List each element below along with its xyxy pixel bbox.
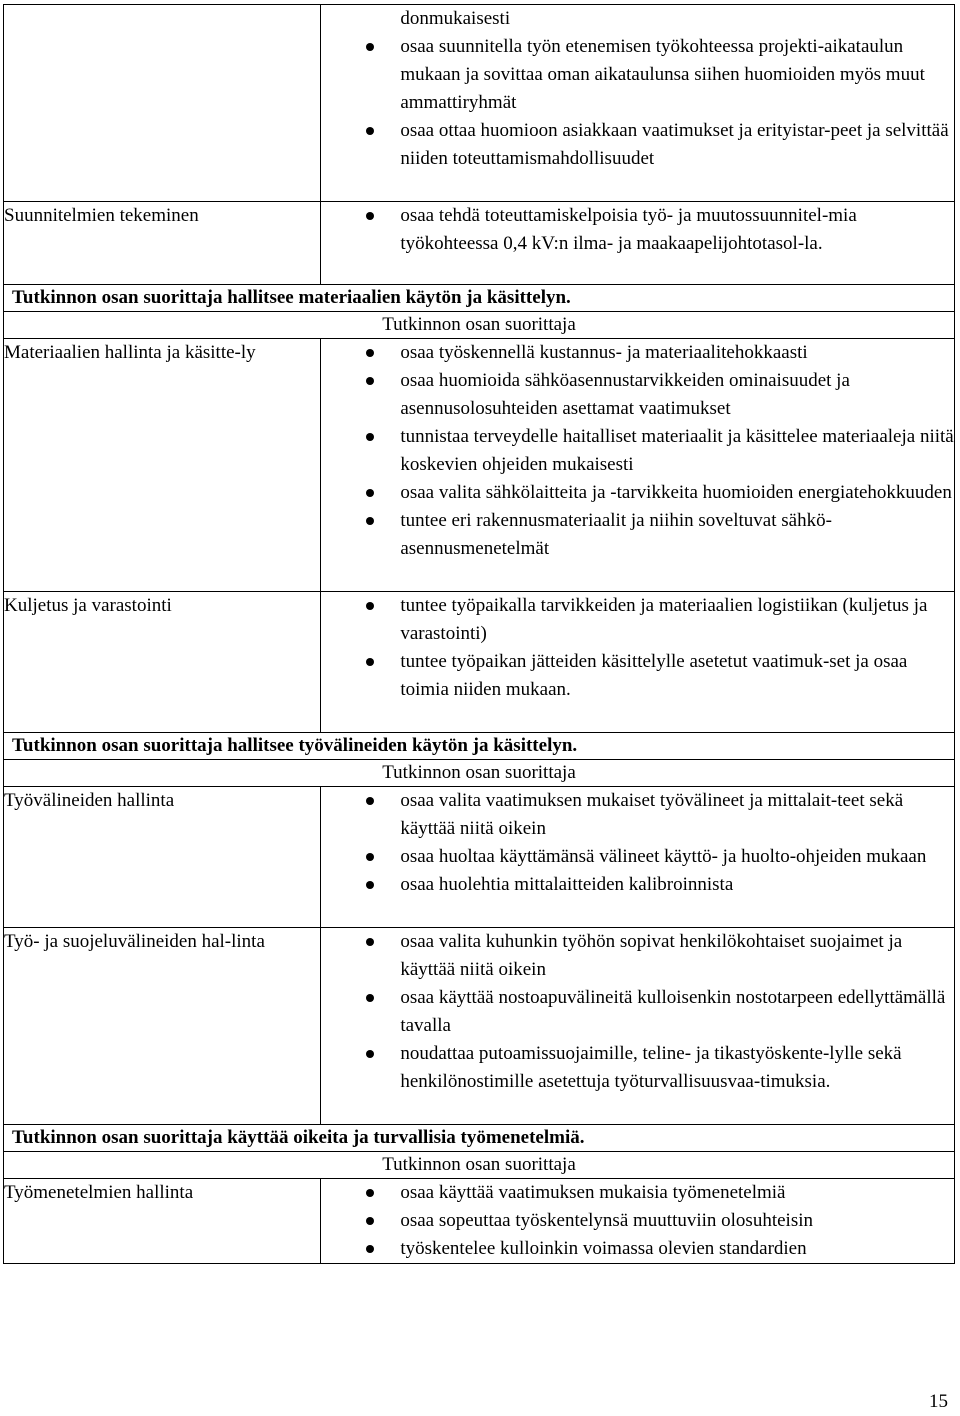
bullet-icon: [366, 517, 374, 525]
criteria-table: [3, 4, 955, 1264]
bullet-icon: [366, 994, 374, 1002]
table-row: [4, 5, 955, 202]
bullet-icon: [366, 797, 374, 805]
bullet-icon: [366, 1245, 374, 1253]
bullet-icon: [366, 938, 374, 946]
list-item: osaa ottaa huomioon asiakkaan vaatimukset ja erityistar-peet ja selvittää niiden toteuttamismahdollisuudet: [321, 117, 954, 173]
document-page: [3, 4, 955, 1264]
bullet-icon: [366, 127, 374, 135]
page-number: 15: [929, 1391, 948, 1412]
bullet-list: [321, 33, 954, 173]
list-item: osaa valita kuhunkin työhön sopivat henkilökohtaiset suojaimet ja käyttää niitä oikein: [321, 928, 954, 984]
criteria-cell: [321, 5, 955, 202]
list-item: osaa käyttää vaatimuksen mukaisia työmenetelmiä: [321, 1179, 954, 1207]
bullet-list: [321, 787, 954, 899]
bullet-list: [321, 202, 954, 258]
section-heading-row: [4, 1125, 955, 1152]
row-label: Työ- ja suojeluvälineiden hal-linta: [4, 928, 321, 1125]
bullet-icon: [366, 433, 374, 441]
criteria-cell: [321, 202, 955, 285]
list-item: noudattaa putoamissuojaimille, teline- ja tikastyöskente-lylle sekä henkilönostimille asetettuja työturvallisuusvaa-timuksia.: [321, 1040, 954, 1096]
bullet-icon: [366, 489, 374, 497]
bullet-icon: [366, 349, 374, 357]
list-item: tuntee eri rakennusmateriaalit ja niihin soveltuvat sähkö-asennusmenetelmät: [321, 507, 954, 563]
bullet-list: [321, 1179, 954, 1263]
bullet-icon: [366, 43, 374, 51]
bullet-icon: [366, 853, 374, 861]
section-subheading: Tutkinnon osan suorittaja: [4, 312, 955, 339]
row-label: Työvälineiden hallinta: [4, 787, 321, 928]
section-heading: Tutkinnon osan suorittaja hallitsee materiaalien käytön ja käsittelyn.: [4, 285, 955, 312]
criteria-cell: [321, 787, 955, 928]
table-row: [4, 787, 955, 928]
bullet-list: [321, 592, 954, 704]
list-item: osaa käyttää nostoapuvälineitä kulloisenkin nostotarpeen edellyttämällä tavalla: [321, 984, 954, 1040]
criteria-cell: [321, 1179, 955, 1264]
table-row: [4, 592, 955, 733]
list-item: osaa työskennellä kustannus- ja materiaalitehokkaasti: [321, 339, 954, 367]
bullet-icon: [366, 881, 374, 889]
list-item: osaa suunnitella työn etenemisen työkohteessa projekti-aikataulun mukaan ja sovittaa oman aikataulunsa siihen huomioiden myös muut ammattiryhmät: [321, 33, 954, 117]
list-item: osaa valita vaatimuksen mukaiset työvälineet ja mittalait-teet sekä käyttää niitä oikein: [321, 787, 954, 843]
bullet-list: [321, 339, 954, 563]
list-item: tunnistaa terveydelle haitalliset materiaalit ja käsittelee materiaaleja niitä koskevien ohjeiden mukaisesti: [321, 423, 954, 479]
list-item: työskentelee kulloinkin voimassa olevien standardien: [321, 1235, 954, 1263]
criteria-cell: [321, 339, 955, 592]
table-row: [4, 202, 955, 285]
section-heading-row: [4, 733, 955, 760]
table-row: [4, 339, 955, 592]
section-subheading-row: [4, 312, 955, 339]
section-subheading-row: [4, 1152, 955, 1179]
list-item: osaa huomioida sähköasennustarvikkeiden ominaisuudet ja asennusolosuhteiden asettamat vaatimukset: [321, 367, 954, 423]
bullet-icon: [366, 602, 374, 610]
section-subheading: Tutkinnon osan suorittaja: [4, 1152, 955, 1179]
list-item: osaa huoltaa käyttämänsä välineet käyttö- ja huolto-ohjeiden mukaan: [321, 843, 954, 871]
row-label: Kuljetus ja varastointi: [4, 592, 321, 733]
bullet-icon: [366, 212, 374, 220]
table-row: [4, 1179, 955, 1264]
list-item: osaa huolehtia mittalaitteiden kalibroinnista: [321, 871, 954, 899]
list-item: osaa sopeuttaa työskentelynsä muuttuviin olosuhteisin: [321, 1207, 954, 1235]
table-row: [4, 928, 955, 1125]
row-label: Materiaalien hallinta ja käsitte-ly: [4, 339, 321, 592]
bullet-icon: [366, 658, 374, 666]
row-label: Suunnitelmien tekeminen: [4, 202, 321, 285]
bullet-list: [321, 928, 954, 1096]
row-label: Työmenetelmien hallinta: [4, 1179, 321, 1264]
bullet-icon: [366, 377, 374, 385]
section-heading-row: [4, 285, 955, 312]
criteria-cell: [321, 928, 955, 1125]
section-heading: Tutkinnon osan suorittaja käyttää oikeita ja turvallisia työmenetelmiä.: [4, 1125, 955, 1152]
row-label-empty: [4, 5, 321, 202]
continuation-text: donmukaisesti: [400, 8, 511, 29]
criteria-cell: [321, 592, 955, 733]
list-item: osaa valita sähkölaitteita ja -tarvikkeita huomioiden energiatehokkuuden: [321, 479, 954, 507]
section-subheading-row: [4, 760, 955, 787]
bullet-icon: [366, 1217, 374, 1225]
list-item: tuntee työpaikan jätteiden käsittelylle asetetut vaatimuk-set ja osaa toimia niiden mukaan.: [321, 648, 954, 704]
bullet-icon: [366, 1189, 374, 1197]
section-subheading: Tutkinnon osan suorittaja: [4, 760, 955, 787]
list-item: osaa tehdä toteuttamiskelpoisia työ- ja muutossuunnitel-mia työkohteessa 0,4 kV:n ilma- ja maakaapelijohtotasol-la.: [321, 202, 954, 258]
bullet-icon: [366, 1050, 374, 1058]
section-heading: Tutkinnon osan suorittaja hallitsee työvälineiden käytön ja käsittelyn.: [4, 733, 955, 760]
list-item: tuntee työpaikalla tarvikkeiden ja materiaalien logistiikan (kuljetus ja varastointi): [321, 592, 954, 648]
